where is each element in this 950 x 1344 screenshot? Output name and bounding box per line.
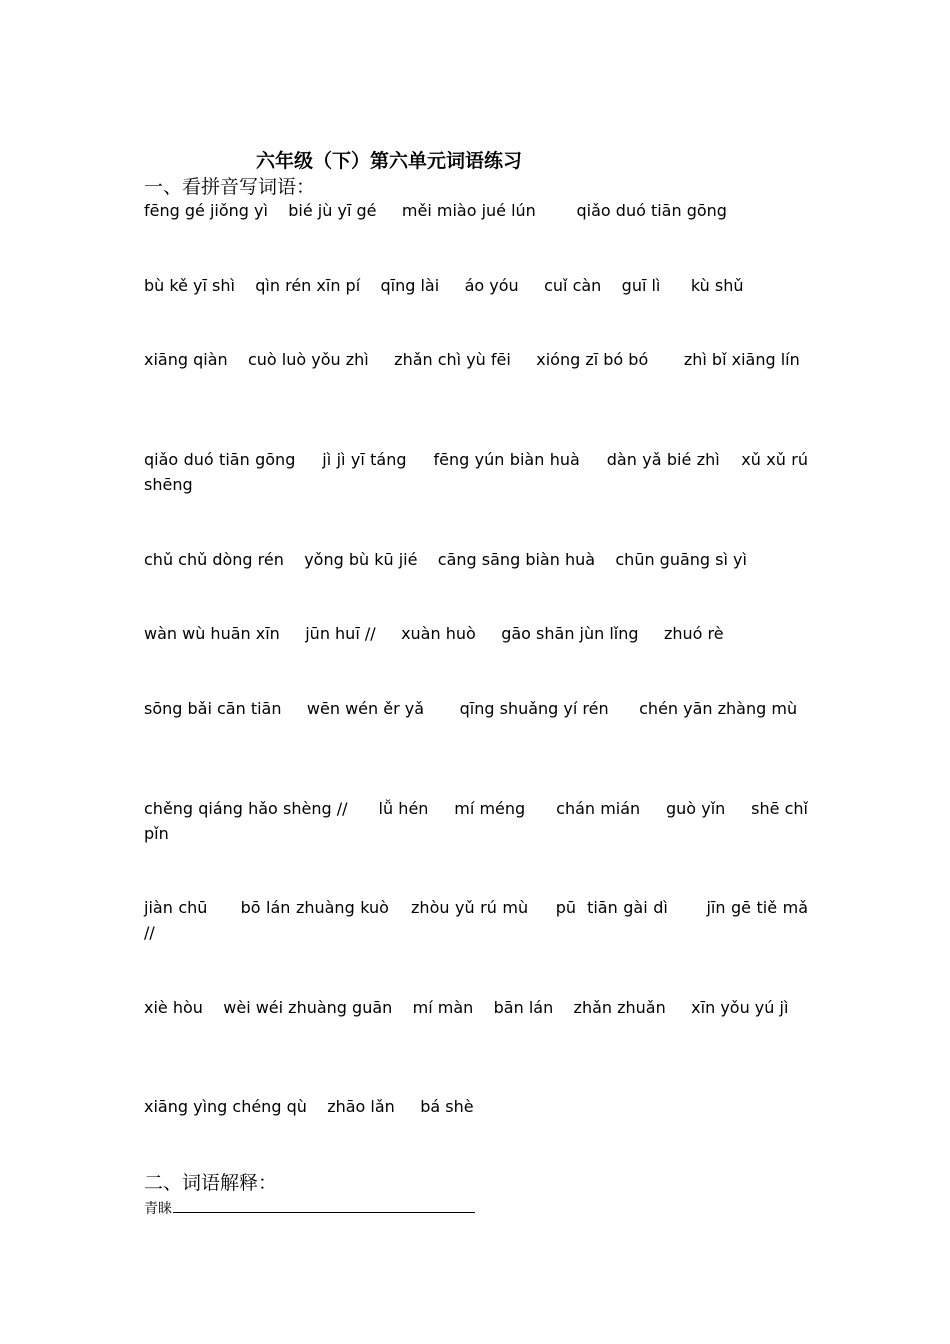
definition-answer-blank[interactable] bbox=[173, 1197, 475, 1213]
pinyin-line: sōng bǎi cān tiān wēn wén ěr yǎ qīng shuǎng yí rén chén yān zhàng mù bbox=[144, 699, 798, 718]
pinyin-line: bù kě yī shì qìn rén xīn pí qīng lài áo yóu cuǐ càn guī lì kù shǔ bbox=[144, 276, 744, 295]
page-title: 六年级（下）第六单元词语练习 bbox=[256, 150, 523, 172]
pinyin-line: chěng qiáng hǎo shèng // lǚ hén mí méng chán mián guò yǐn shē chǐ pǐn bbox=[144, 799, 814, 843]
section-heading-pinyin: 一、看拼音写词语： bbox=[144, 176, 316, 198]
pinyin-line: fēng gé jiǒng yì bié jù yī gé měi miào jué lún qiǎo duó tiān gōng bbox=[144, 201, 727, 220]
definition-word: 青睐 bbox=[144, 1201, 172, 1217]
pinyin-line: wàn wù huān xīn jūn huī // xuàn huò gāo shān jùn lǐng zhuó rè bbox=[144, 624, 724, 643]
pinyin-line: xiāng yìng chéng qù zhāo lǎn bá shè bbox=[144, 1097, 474, 1116]
pinyin-line: qiǎo duó tiān gōng jì jì yī táng fēng yún biàn huà dàn yǎ bié zhì xǔ xǔ rú shēng bbox=[144, 450, 814, 494]
pinyin-line: xiāng qiàn cuò luò yǒu zhì zhǎn chì yù fēi xióng zī bó bó zhì bǐ xiāng lín bbox=[144, 350, 800, 369]
pinyin-line: xiè hòu wèi wéi zhuàng guān mí màn bān lán zhǎn zhuǎn xīn yǒu yú jì bbox=[144, 998, 789, 1017]
pinyin-line: chǔ chǔ dòng rén yǒng bù kū jié cāng sāng biàn huà chūn guāng sì yì bbox=[144, 550, 747, 569]
section-heading-definitions: 二、词语解释： bbox=[144, 1172, 278, 1194]
pinyin-line: jiàn chū bō lán zhuàng kuò zhòu yǔ rú mù pū tiān gài dì jīn gē tiě mǎ // bbox=[144, 898, 814, 942]
definition-item bbox=[144, 1197, 475, 1219]
